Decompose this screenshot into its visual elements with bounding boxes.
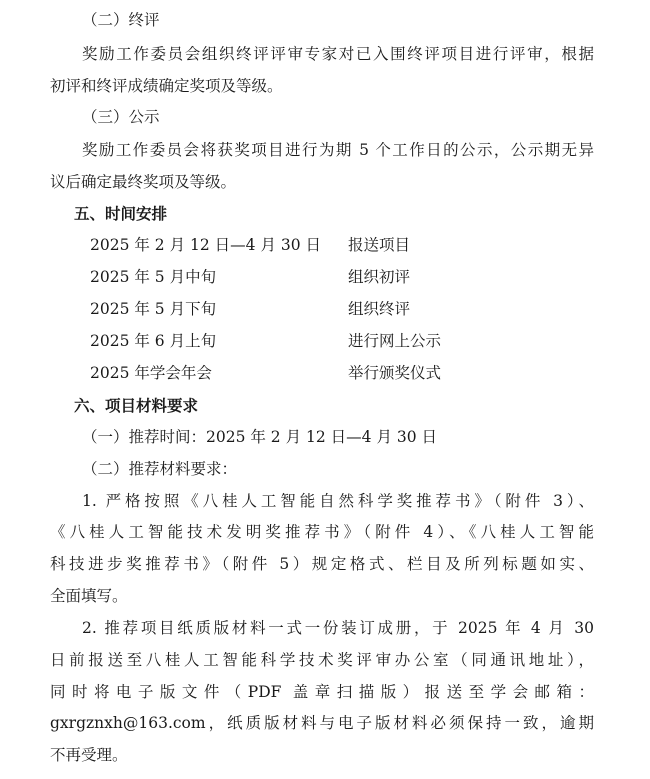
schedule-date: 2025 年 6 月上旬 [90, 332, 217, 350]
schedule-task: 报送项目 [348, 236, 411, 254]
schedule-date: 2025 年 5 月下旬 [90, 300, 217, 318]
paragraph-line: 奖励工作委员会组织终评评审专家对已入围终评项目进行评审，根据 [82, 45, 594, 63]
schedule-task: 进行网上公示 [348, 332, 442, 350]
schedule-date: 2025 年 2 月 12 日—4 月 30 日 [90, 236, 322, 254]
paragraph-line: 初评和终评成绩确定奖项及等级。 [50, 77, 283, 95]
schedule-date: 2025 年学会年会 [90, 364, 212, 382]
paragraph-line: 不再受理。 [50, 746, 128, 764]
section-heading-schedule: 五、时间安排 [74, 205, 168, 223]
section-heading-materials: 六、项目材料要求 [74, 397, 199, 415]
schedule-task: 举行颁奖仪式 [348, 364, 442, 382]
subsection-recommend-materials: （二）推荐材料要求： [82, 460, 238, 478]
schedule-task: 组织初评 [348, 268, 411, 286]
subsection-recommend-time: （一）推荐时间：2025 年 2 月 12 日—4 月 30 日 [82, 428, 438, 446]
schedule-date: 2025 年 5 月中旬 [90, 268, 217, 286]
paragraph-line: 科技进步奖推荐书》（附件 5）规定格式、栏目及所列标题如实、 [50, 555, 594, 573]
paragraph-line: 《八桂人工智能技术发明奖推荐书》（附件 4）、《八桂人工智能 [50, 523, 594, 541]
paragraph-line: 议后确定最终奖项及等级。 [50, 173, 237, 191]
paragraph-line: 1. 严格按照《八桂人工智能自然科学奖推荐书》（附件 3）、 [82, 492, 594, 510]
paragraph-line: 奖励工作委员会将获奖项目进行为期 5 个工作日的公示，公示期无异 [82, 141, 594, 159]
paragraph-line: 全面填写。 [50, 587, 128, 605]
subsection-heading-public-notice: （三）公示 [82, 108, 160, 126]
paragraph-line: 同时将电子版文件（PDF 盖章扫描版）报送至学会邮箱： [50, 683, 594, 701]
subsection-heading-final-review: （二）终评 [82, 11, 160, 29]
paragraph-line-email: gxrgznxh@163.com，纸质版材料与电子版材料必须保持一致，逾期 [50, 714, 594, 732]
paragraph-line: 日前报送至八桂人工智能科学技术奖评审办公室（同通讯地址）， [50, 651, 594, 669]
schedule-task: 组织终评 [348, 300, 411, 318]
paragraph-line: 2. 推荐项目纸质版材料一式一份装订成册，于 2025 年 4 月 30 [82, 619, 594, 637]
